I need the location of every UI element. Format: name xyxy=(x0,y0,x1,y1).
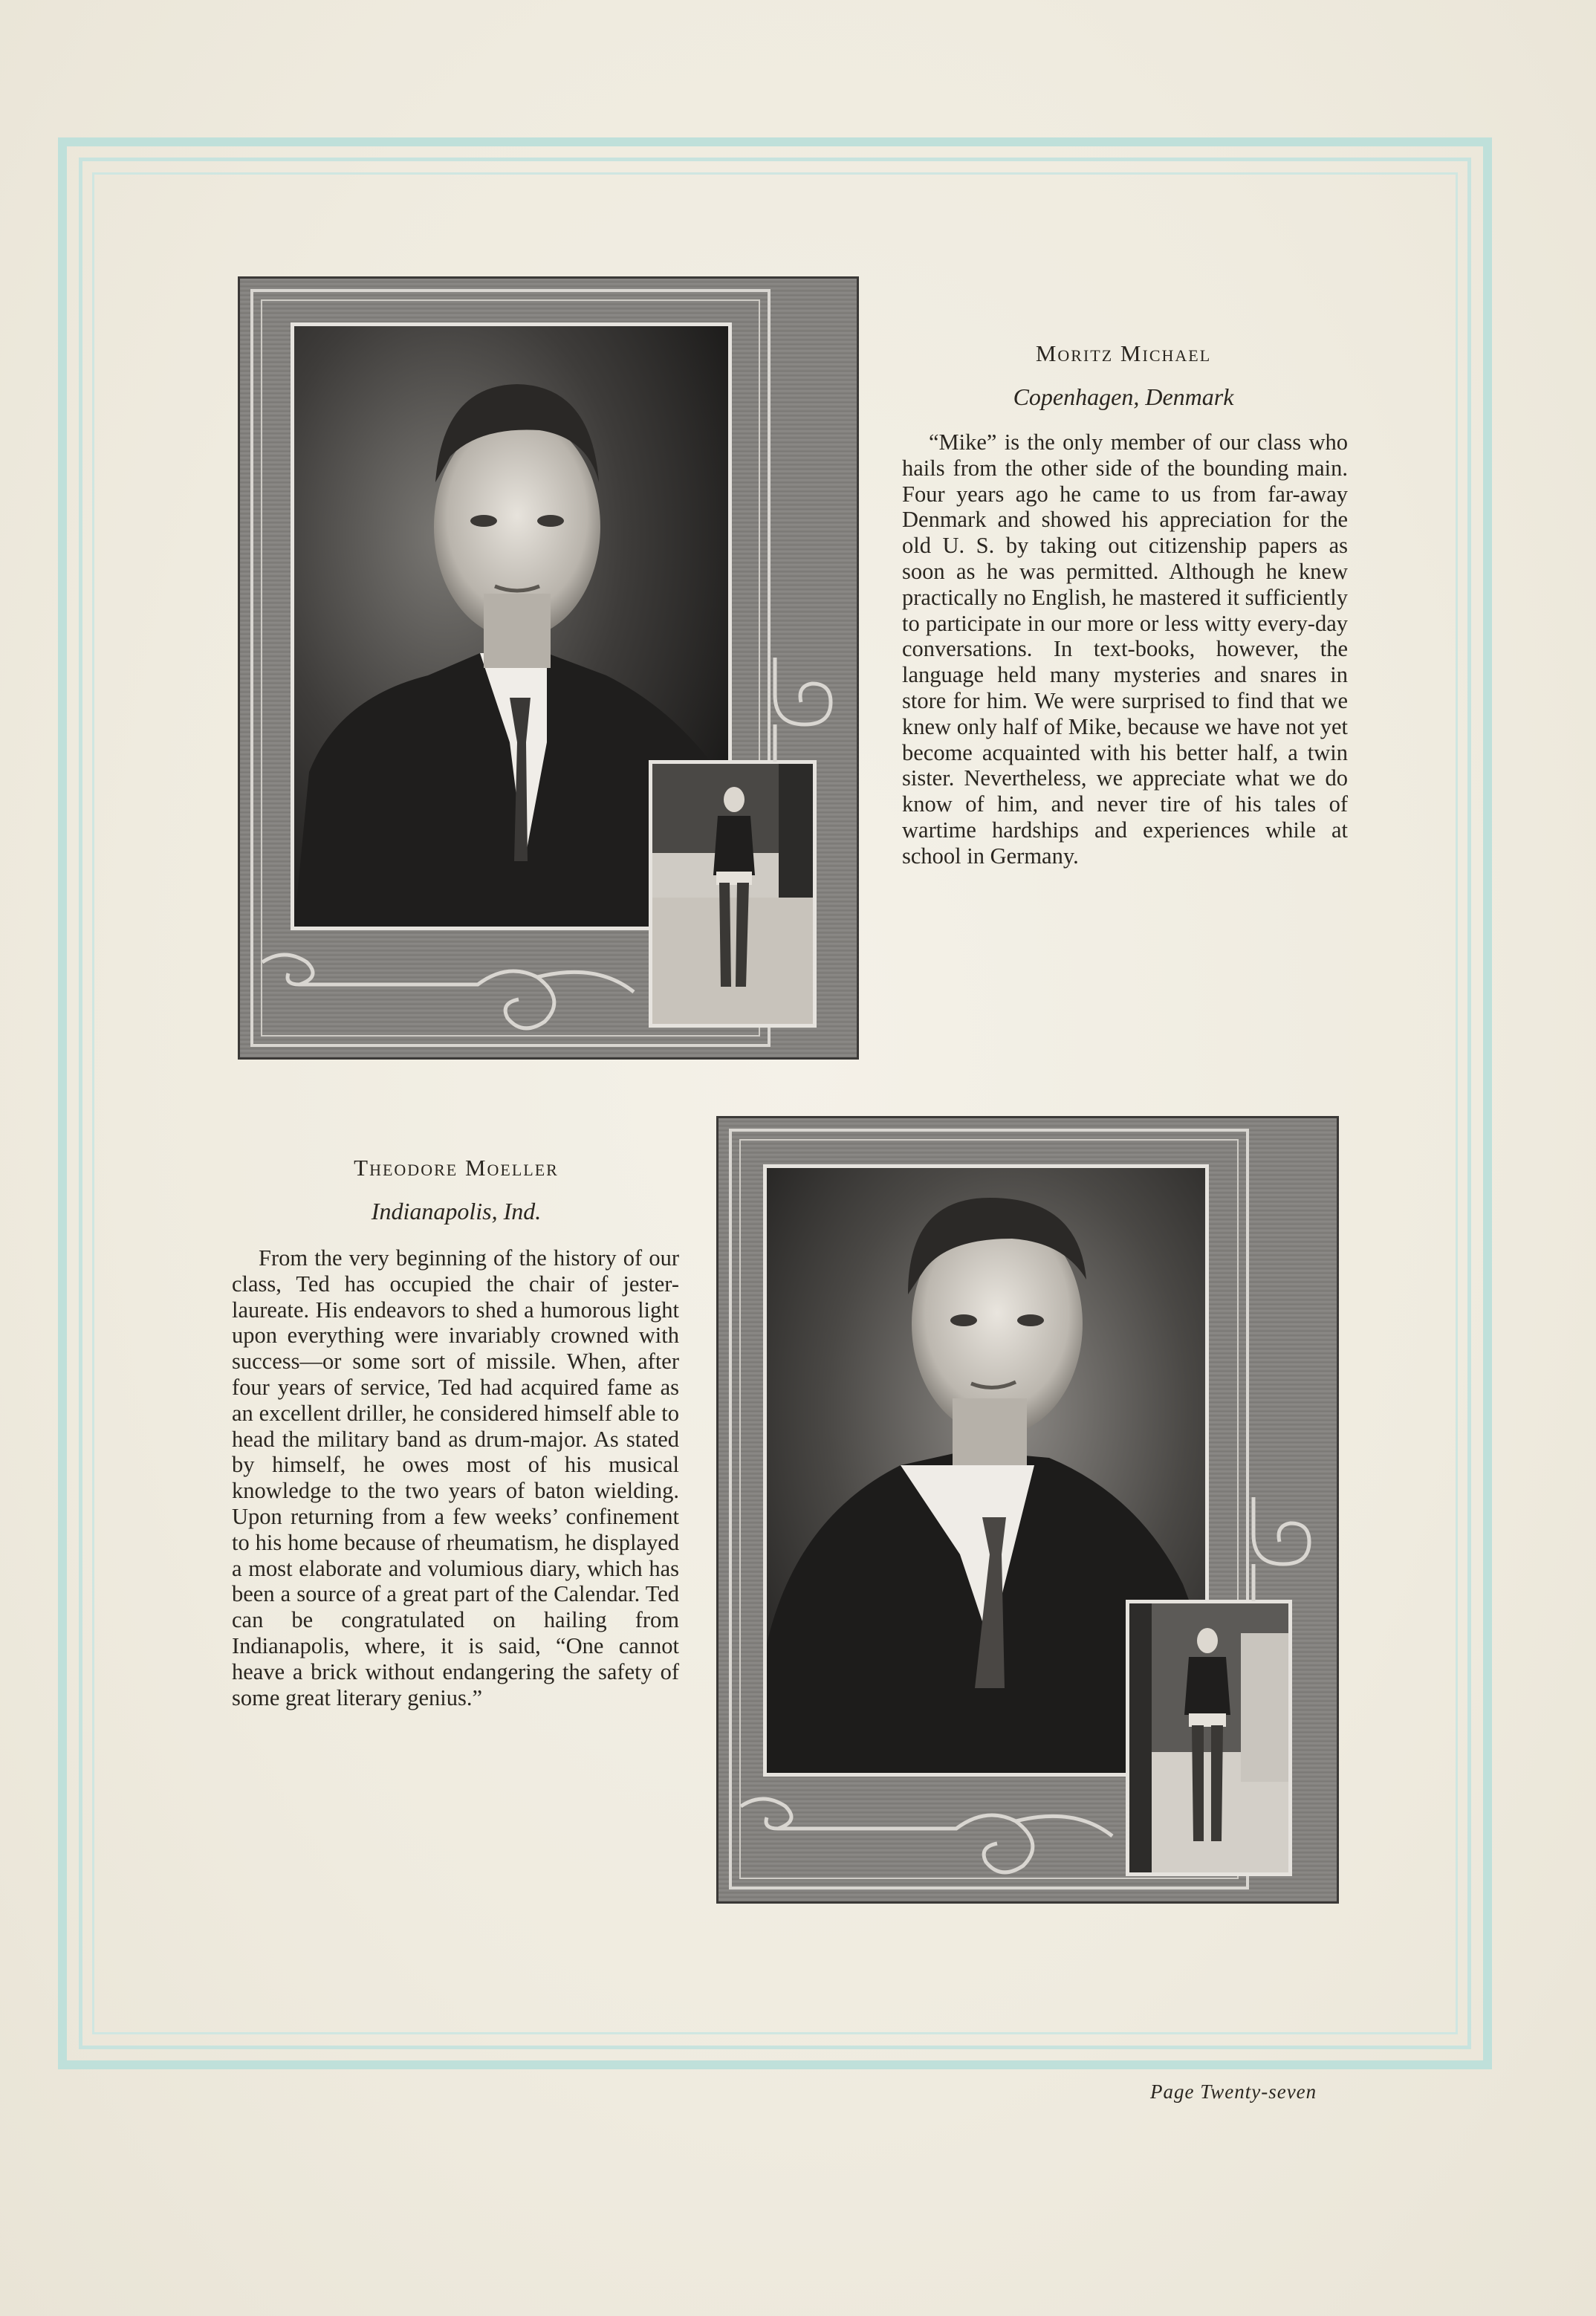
entry-bio-theodore-moeller xyxy=(232,1245,679,1710)
scroll-ornament-side xyxy=(760,650,842,769)
scroll-ornament-side xyxy=(1239,1490,1320,1609)
snapshot-photo-theodore-moeller xyxy=(1126,1600,1292,1876)
page-number: Page Twenty-seven xyxy=(1150,2080,1317,2103)
snapshot-image xyxy=(652,764,813,1024)
entry-place-copenhagen: Copenhagen, Denmark xyxy=(1013,383,1234,410)
bio-paragraph: From the very beginning of the history of our class, Ted has occupied the chair of jester-laureate. His endeavors to shed a humorous light upon everything were invariably crowned with success—or some sort of missile. When, after four years of service, Ted had acquired fame as an excellent driller, he considered himself able to head the military band as drum-major. As stated by himself, he owes most of his musical knowledge to the two years of baton wielding. Upon returning from a few weeks’ confinement to his home because of rheumatism, he displayed a most elaborate and volumious diary, which has been a source of a great part of the Calendar. Ted can be congratulated on hailing from Indianapolis, where, it is said, “One cannot heave a brick without endangering the safety of some great literary genius.” xyxy=(232,1245,679,1710)
scroll-ornament-bottom xyxy=(733,1777,1120,1888)
bio-paragraph: “Mike” is the only member of our class who hails from the other side of the bounding main. Four years ago he came to us from far-away Denmark and showed his appreciation for the old U. S. by taking out citizenship papers as soon as he was permitted. Although he knew practically no English, he mastered it sufficiently to participate in our more or less witty every-day conversations. In text-books, however, the language held many mysteries and snares in store for him. We were surprised to find that we knew only half of Mike, because we have not yet become acquainted with his better half, a twin sister. Nevertheless, we appreciate what we do know of him, and never tire of his tales of wartime hardships and experiences while at school in Germany. xyxy=(902,429,1348,869)
photo-panel-moritz-michael xyxy=(238,276,859,1060)
snapshot-image xyxy=(1129,1603,1288,1872)
photo-panel-theodore-moeller xyxy=(716,1116,1339,1904)
snapshot-photo-moritz-michael xyxy=(649,760,817,1028)
entry-place-indianapolis: Indianapolis, Ind. xyxy=(371,1198,542,1225)
entry-name-moritz-michael: Moritz Michael xyxy=(1035,340,1212,366)
scroll-ornament-bottom xyxy=(255,932,641,1044)
entry-name-theodore-moeller: Theodore Moeller xyxy=(354,1155,559,1181)
entry-bio-moritz-michael xyxy=(902,429,1348,869)
